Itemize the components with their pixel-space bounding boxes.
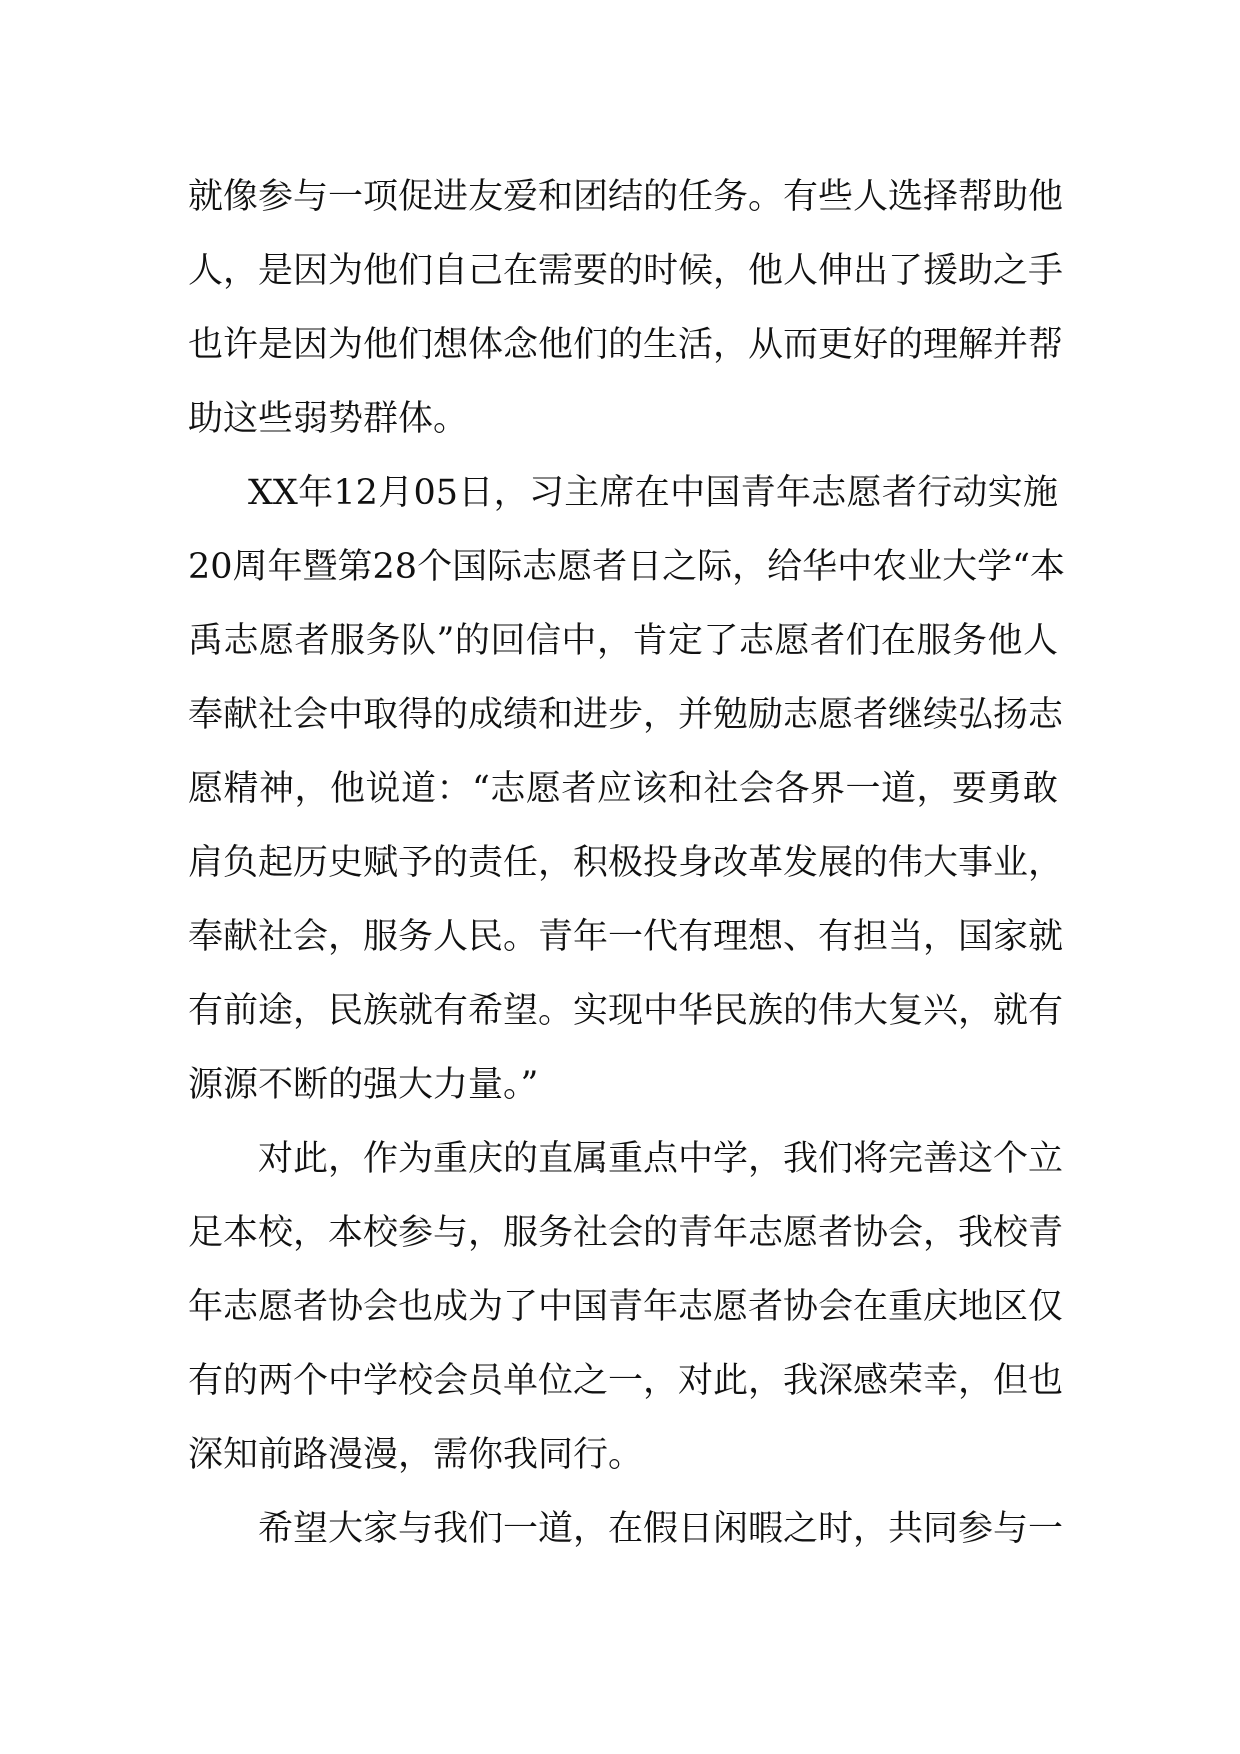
body-text — [188, 160, 1065, 1566]
text-line: 对此，作为重庆的直属重点中学，我们将完善这个立 — [258, 1139, 1064, 1179]
text-line: 年志愿者协会也成为了中国青年志愿者协会在重庆地区仅 — [188, 1287, 1064, 1327]
text-line: 源源不断的强大力量。” — [188, 1065, 539, 1105]
text-line: XX年12月05日，习主席在中国青年志愿者行动实施 — [248, 473, 1058, 513]
text-line: 奉献社会，服务人民。青年一代有理想、有担当，国家就 — [188, 917, 1064, 957]
text-line: 愿精神，他说道：“志愿者应该和社会各界一道，要勇敢 — [188, 769, 1058, 809]
text-line: 深知前路漫漫，需你我同行。 — [188, 1435, 644, 1475]
text-line: 奉献社会中取得的成绩和进步，并勉励志愿者继续弘扬志 — [188, 695, 1064, 735]
text-line: 也许是因为他们想体念他们的生活，从而更好的理解并帮 — [188, 325, 1064, 365]
text-line: 有的两个中学校会员单位之一，对此，我深感荣幸，但也 — [188, 1361, 1064, 1401]
text-line: 肩负起历史赋予的责任，积极投身改革发展的伟大事业， — [188, 843, 1064, 883]
text-line: 禹志愿者服务队”的回信中，肯定了志愿者们在服务他人 — [188, 621, 1058, 661]
text-line: 助这些弱势群体。 — [188, 399, 469, 439]
text-line: 就像参与一项促进友爱和团结的任务。有些人选择帮助他 — [188, 177, 1064, 217]
text-line: 20周年暨第28个国际志愿者日之际，给华中农业大学“本 — [188, 547, 1065, 587]
text-line: 人，是因为他们自己在需要的时候，他人伸出了援助之手 — [188, 251, 1064, 291]
text-line: 有前途，民族就有希望。实现中华民族的伟大复兴，就有 — [188, 991, 1064, 1031]
text-line: 足本校，本校参与，服务社会的青年志愿者协会，我校青 — [188, 1213, 1064, 1253]
text-line: 希望大家与我们一道，在假日闲暇之时，共同参与一 — [258, 1509, 1064, 1549]
